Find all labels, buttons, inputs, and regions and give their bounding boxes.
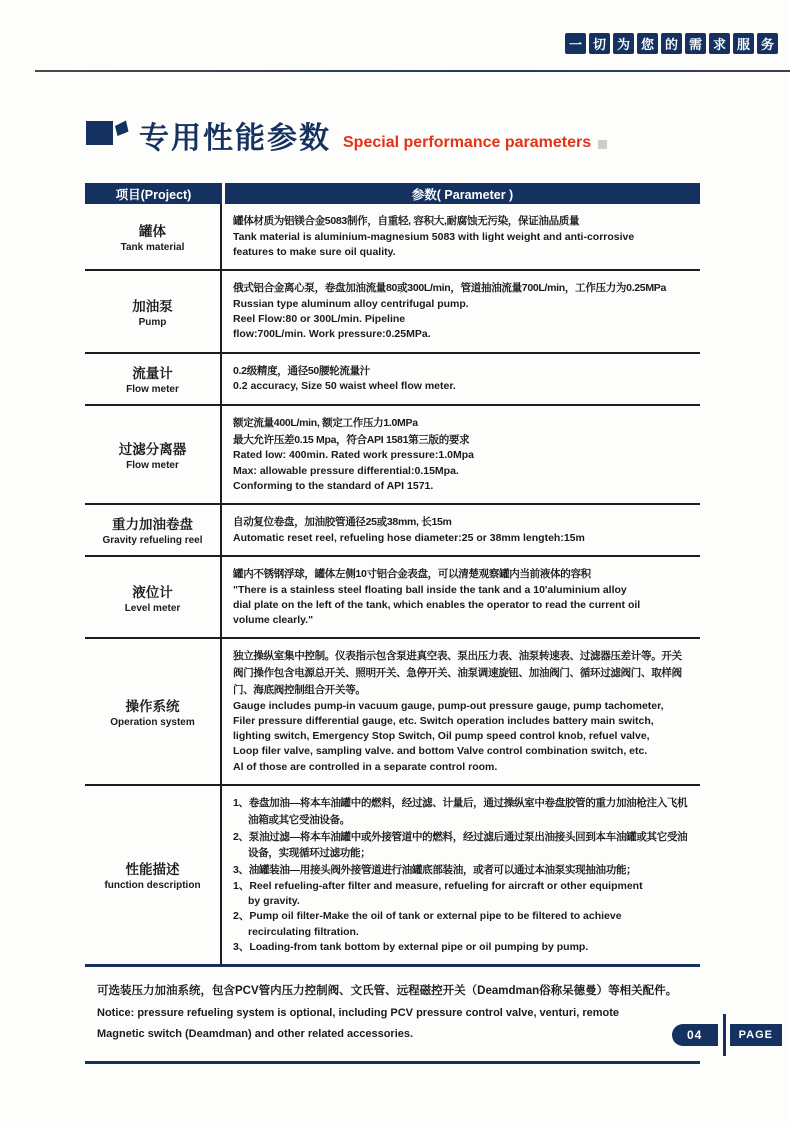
row-label [85,505,222,555]
row-label-chinese: 过滤分离器 [118,441,187,457]
table-row [85,354,700,406]
row-parameter-text [222,406,700,503]
slogan [565,33,778,54]
row-label-english: Flow meter [126,459,179,471]
text-line: 油箱或其它受油设备。 [248,813,350,826]
row-parameter-text [222,271,700,351]
text-line: 设备，实现循环过滤功能； [248,847,371,860]
spec-table-body [85,204,700,967]
row-label-chinese: 液位计 [132,584,173,600]
slogan-char-box: 务 [757,33,778,54]
row-label [85,354,222,404]
text-line: Al of those are controlled in a separate control room. [233,760,498,773]
text-line: by gravity. [248,895,300,908]
text-line: 可选装压力加油系统，包含PCV管内压力控制阀、文氏管、远程磁控开关（Deamdman俗称呆德曼）等相关配件。 [97,984,678,997]
row-label-chinese: 流量计 [132,366,173,382]
row-label-chinese: 罐体 [139,224,166,240]
page-title: 专用性能参数 [139,122,331,155]
text-line: Notice: pressure refueling system is optional, including PCV pressure control valve, venturi, remote [97,1006,620,1019]
text-line: 2、泵油过滤—将本车油罐中或外接管道中的燃料，经过滤后通过泵出油接头回到本车油罐或其它受油 [233,830,688,843]
table-row [85,505,700,557]
text-line: recirculating filtration. [248,925,359,938]
slogan-char-box: 需 [685,33,706,54]
table-row [85,271,700,353]
text-line: 罐体材质为铝镁合金5083制作，自重轻, 容积大,耐腐蚀无污染，保证油品质量 [233,215,580,227]
header-parameter: 参数( Parameter ) [225,183,700,204]
text-line: Automatic reset reel, refueling hose diameter:25 or 38mm lengteh:15m [233,531,585,544]
slogan-char-box: 为 [613,33,634,54]
text-line: 俄式铝合金离心泵，卷盘加油流量80或300L/min，管道抽油流量700L/min，工作压力为0.25MPa [233,282,667,295]
text-line: flow:700L/min. Work pressure:0.25MPa. [233,328,431,341]
text-line: dial plate on the left of the tank, which enables the operator to read the current oil [233,598,641,611]
text-line: 2、Pump oil filter-Make the oil of tank or external pipe to be filtered to achieve [233,910,622,923]
text-line: 额定流量400L/min, 额定工作压力1.0MPa [233,416,418,429]
row-label-english: Pump [138,316,167,328]
slogan-char-box: 求 [709,33,730,54]
text-line: 罐内不锈钢浮球，罐体左侧10寸铝合金表盘，可以清楚观察罐内当前液体的容积 [233,567,591,580]
text-line: 1、Reel refueling-after filter and measure, refueling for aircraft or other equipment [233,879,643,892]
row-parameter-text [222,639,700,783]
row-label-english: Tank material [120,242,185,254]
row-label [85,786,222,964]
section-title [85,115,607,154]
flag-bookmark-icon [85,115,129,152]
row-label-english: Flow meter [126,384,179,396]
text-line: volume clearly." [233,614,314,627]
row-label-chinese: 操作系统 [125,699,180,715]
text-line: Russian type aluminum alloy centrifugal pump. [233,298,469,311]
badge-divider-line [723,1014,726,1056]
row-label [85,639,222,783]
table-row [85,557,700,639]
table-row [85,204,700,271]
row-label-english: Operation system [110,717,195,729]
slogan-char-box: 的 [661,33,682,54]
row-parameter-text [222,204,700,269]
text-line: Max: allowable pressure differential:0.15Mpa. [233,464,459,477]
page-title-english: Special performance parameters [343,134,592,151]
row-parameter-text [222,505,700,555]
slogan-char-box: 一 [565,33,586,54]
row-label [85,406,222,503]
row-label-chinese: 加油泵 [132,298,173,314]
text-line: 阀门操作包含电源总开关、照明开关、急停开关、油泵调速旋钮、加油阀门、循环过滤阀门、取样阀 [233,667,682,680]
table-row [85,639,700,785]
row-parameter-text [222,354,700,404]
text-line: Tank material is aluminium-magnesium 5083 with light weight and anti-corrosive [233,230,635,243]
text-line: 自动复位卷盘，加油胶管通径25或38mm, 长15m [233,515,452,528]
slogan-char-box: 切 [589,33,610,54]
text-line: 门、海底阀控制组合开关等。 [233,684,366,697]
row-label [85,271,222,351]
row-label-chinese: 重力加油卷盘 [112,517,193,533]
row-label-english: function description [104,880,201,892]
table-row [85,406,700,505]
text-line: Reel Flow:80 or 300L/min. Pipeline [233,313,406,326]
page-number: 04 [672,1024,718,1046]
text-line: 0.2级精度，通径50腰轮流量汁 [233,364,370,377]
spec-table [85,183,700,1064]
text-line: 0.2 accuracy, Size 50 waist wheel flow meter. [233,380,456,393]
text-line: 1、卷盘加油—将本车油罐中的燃料，经过滤、计量后，通过操纵室中卷盘胶管的重力加油枪注入飞机 [233,796,688,809]
notice-text [85,967,700,1064]
table-header [85,183,700,204]
row-label-english: Level meter [124,602,181,614]
text-line: Filer pressure differential gauge, etc. Switch operation includes battery main switch, [233,715,654,728]
text-line: Rated low: 400min. Rated work pressure:1.0Mpa [233,449,474,462]
text-line: Loop filer valve, sampling valve. and bottom Valve control combination switch, etc. [233,745,648,758]
text-line: Conforming to the standard of API 1571. [233,479,434,492]
text-line: 独立操纵室集中控制。仪表指示包含泵进真空表、泵出压力表、油泵转速表、过滤器压差计等。开关 [233,650,682,663]
page-label: PAGE [730,1024,782,1046]
header-divider-line [35,70,790,72]
row-label-chinese: 性能描述 [125,862,180,878]
text-line: features to make sure oil quality. [233,246,396,259]
text-line: Gauge includes pump-in vacuum gauge, pump-out pressure gauge, pump tachometer, [233,699,664,712]
row-label [85,204,222,269]
row-parameter-text [222,786,700,964]
text-line: 3、Loading-from tank bottom by external pipe or oil pumping by pump. [233,940,589,953]
slogan-char-box: 您 [637,33,658,54]
row-parameter-text [222,557,700,637]
text-line: 3、油罐装油—用接头阀外接管道进行油罐底部装油，或者可以通过本油泵实现抽油功能； [233,864,637,877]
text-line: "There is a stainless steel floating ball inside the tank and a 10'aluminium alloy [233,583,627,596]
row-label [85,557,222,637]
slogan-char-box: 服 [733,33,754,54]
row-label-english: Gravity refueling reel [102,535,203,547]
table-row [85,786,700,967]
page-number-badge [672,1014,782,1056]
title-decor-square [598,140,607,149]
header-project: 项目(Project) [85,183,222,204]
text-line: lighting switch, Emergency Stop Switch, Oil pump speed control knob, refuel valve, [233,730,650,743]
text-line: Magnetic switch (Deamdman) and other related accessories. [97,1028,414,1041]
text-line: 最大允许压差0.15 Mpa，符合API 1581第三版的要求 [233,433,470,446]
